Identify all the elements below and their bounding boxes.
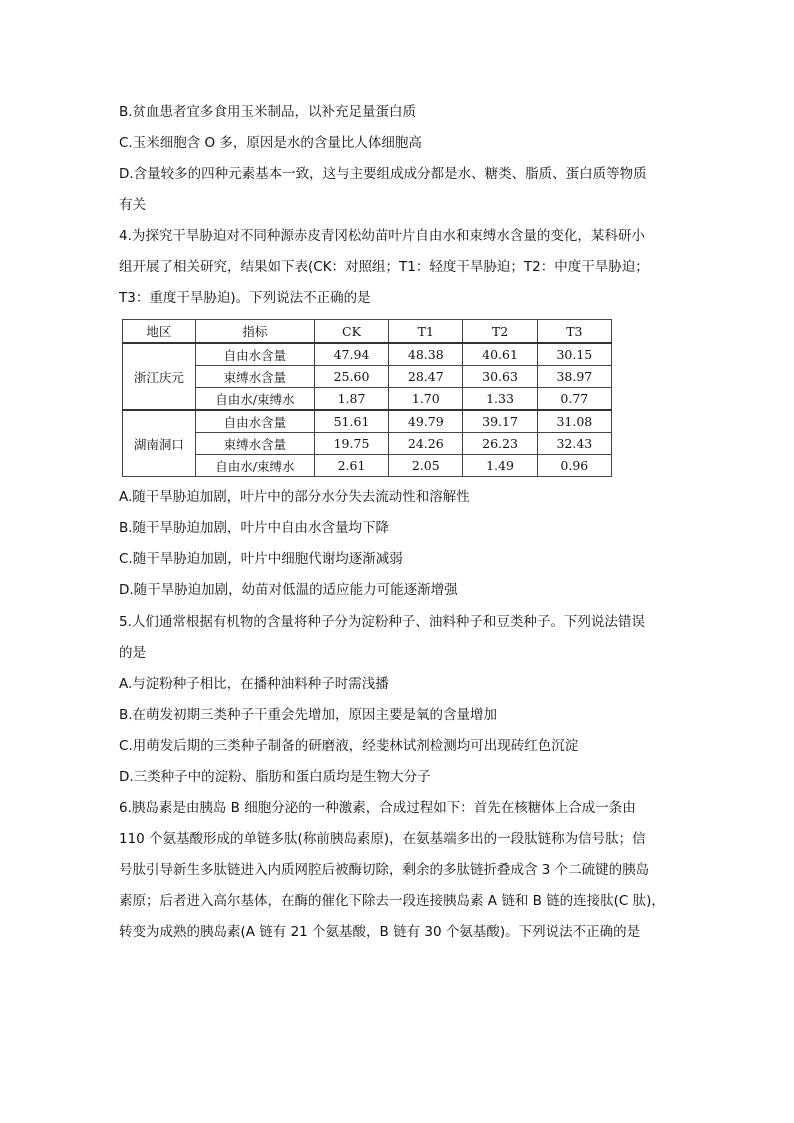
value-cell: 48.38	[389, 343, 463, 366]
index-cell: 自由水含量	[195, 410, 314, 433]
q6-stem-line5: 转变为成熟的胰岛素(A 链有 21 个氨基酸，B 链有 30 个氨基酸)。下列说法不正确的是	[119, 924, 641, 940]
q5-stem-line1: 5.人们通常根据有机物的含量将种子分为淀粉种子、油料种子和豆类种子。下列说法错误	[119, 614, 645, 630]
value-cell: 47.94	[314, 343, 388, 366]
index-cell: 束缚水含量	[195, 433, 314, 455]
q5-option-d: D.三类种子中的淀粉、脂肪和蛋白质均是生物大分子	[119, 769, 431, 785]
value-cell: 31.08	[537, 410, 611, 433]
table-row	[123, 410, 612, 433]
table-row	[123, 455, 612, 477]
header-t3: T3	[537, 320, 611, 344]
region-cell: 湖南洞口	[123, 410, 196, 477]
value-cell: 51.61	[314, 410, 388, 433]
q5-option-a: A.与淀粉种子相比，在播种油料种子时需浅播	[119, 676, 389, 692]
value-cell: 25.60	[314, 366, 388, 388]
q4-option-c: C.随干旱胁迫加剧，叶片中细胞代谢均逐渐减弱	[119, 551, 403, 567]
header-t1: T1	[389, 320, 463, 344]
q4-option-b: B.随干旱胁迫加剧，叶片中自由水含量均下降	[119, 520, 390, 536]
table-row	[123, 366, 612, 388]
value-cell: 1.49	[463, 455, 537, 477]
value-cell: 0.96	[537, 455, 611, 477]
drought-water-table	[122, 319, 612, 477]
value-cell: 0.77	[537, 388, 611, 411]
header-ck: CK	[314, 320, 388, 344]
q4-stem-line2: 组开展了相关研究，结果如下表(CK：对照组；T1：轻度干旱胁迫；T2：中度干旱胁迫；	[119, 259, 649, 275]
q5-stem-line2: 的是	[119, 645, 146, 661]
table-row	[123, 343, 612, 366]
value-cell: 26.23	[463, 433, 537, 455]
q4-stem-line1: 4.为探究干旱胁迫对不同种源赤皮青冈松幼苗叶片自由水和束缚水含量的变化，某科研小	[119, 228, 645, 244]
value-cell: 24.26	[389, 433, 463, 455]
value-cell: 39.17	[463, 410, 537, 433]
table-row	[123, 433, 612, 455]
header-index: 指标	[195, 320, 314, 344]
index-cell: 自由水含量	[195, 343, 314, 366]
q6-stem-line2: 110 个氨基酸形成的单链多肽(称前胰岛素原)，在氨基端多出的一段肽链称为信号肽；信	[119, 831, 646, 847]
table-row	[123, 388, 612, 411]
value-cell: 2.61	[314, 455, 388, 477]
value-cell: 49.79	[389, 410, 463, 433]
header-t2: T2	[463, 320, 537, 344]
value-cell: 1.70	[389, 388, 463, 411]
value-cell: 30.63	[463, 366, 537, 388]
value-cell: 19.75	[314, 433, 388, 455]
value-cell: 28.47	[389, 366, 463, 388]
value-cell: 1.33	[463, 388, 537, 411]
value-cell: 30.15	[537, 343, 611, 366]
q3-option-d-cont: 有关	[119, 197, 146, 213]
table-header-row	[123, 320, 612, 344]
q4-option-d: D.随干旱胁迫加剧，幼苗对低温的适应能力可能逐渐增强	[119, 582, 458, 598]
q5-option-c: C.用萌发后期的三类种子制备的研磨液，经斐林试剂检测均可出现砖红色沉淀	[119, 738, 579, 754]
q3-option-b: B.贫血患者宜多食用玉米制品，以补充足量蛋白质	[119, 104, 417, 120]
index-cell: 自由水/束缚水	[195, 388, 314, 411]
q6-stem-line1: 6.胰岛素是由胰岛 B 细胞分泌的一种激素，合成过程如下：首先在核糖体上合成一条由	[119, 800, 636, 816]
q3-option-c: C.玉米细胞含 O 多，原因是水的含量比人体细胞高	[119, 135, 422, 151]
index-cell: 束缚水含量	[195, 366, 314, 388]
value-cell: 2.05	[389, 455, 463, 477]
q3-option-d: D.含量较多的四种元素基本一致，这与主要组成成分都是水、糖类、脂质、蛋白质等物质	[119, 166, 647, 182]
region-cell: 浙江庆元	[123, 343, 196, 410]
value-cell: 38.97	[537, 366, 611, 388]
q4-option-a: A.随干旱胁迫加剧，叶片中的部分水分失去流动性和溶解性	[119, 489, 470, 505]
index-cell: 自由水/束缚水	[195, 455, 314, 477]
q6-stem-line3: 号肽引导新生多肽链进入内质网腔后被酶切除，剩余的多肽链折叠成含 3 个二硫键的胰岛	[119, 862, 650, 878]
value-cell: 1.87	[314, 388, 388, 411]
q6-stem-line4: 素原；后者进入高尔基体，在酶的催化下除去一段连接胰岛素 A 链和 B 链的连接肽(C 肽)，	[119, 893, 665, 909]
q4-stem-line3: T3：重度干旱胁迫)。下列说法不正确的是	[119, 290, 371, 306]
value-cell: 32.43	[537, 433, 611, 455]
q5-option-b: B.在萌发初期三类种子干重会先增加，原因主要是氧的含量增加	[119, 707, 498, 723]
value-cell: 40.61	[463, 343, 537, 366]
header-region: 地区	[123, 320, 196, 344]
